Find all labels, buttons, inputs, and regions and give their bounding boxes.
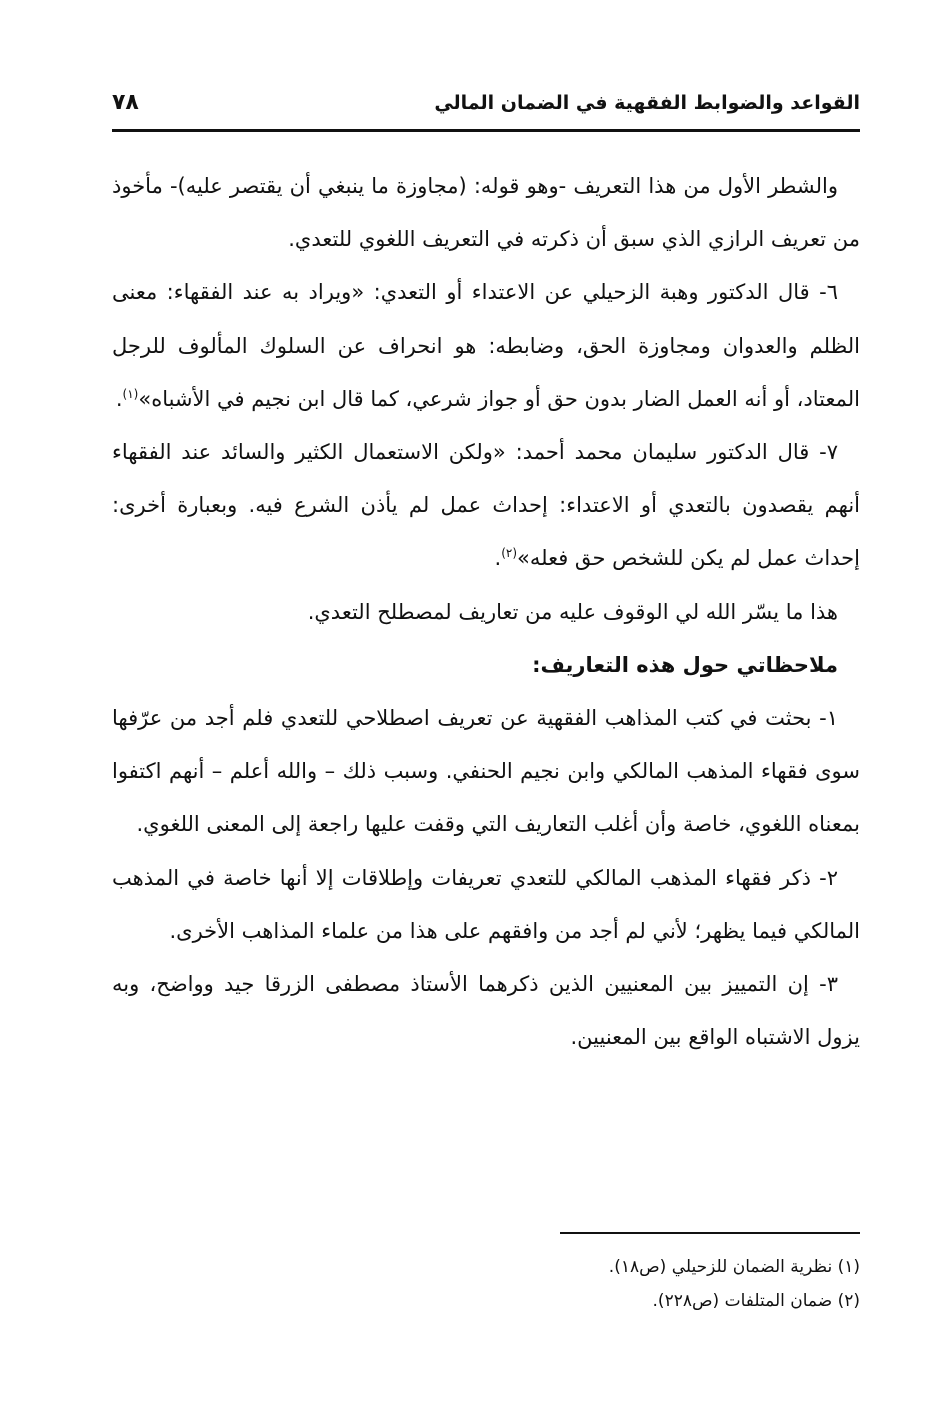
paragraph-text: ٧- قال الدكتور سليمان محمد أحمد: «ولكن الاستعمال الكثير والسائد عند الفقهاء أنهم يقصدون بالتعدي أو الاعتداء: إحداث عمل لم يأذن الشرع فيه. وبعبارة أخرى: إحداث عمل لم يكن للشخص حق فعله» — [112, 440, 860, 571]
paragraph-text: ٦- قال الدكتور وهبة الزحيلي عن الاعتداء أو التعدي: «ويراد به عند الفقهاء: معنى الظلم والعدوان ومجاوزة الحق، وضابطه: هو انحراف عن السلوك المألوف للرجل المعتاد، أو أنه العمل الضار بدون حق أو جواز شرعي، كما قال ابن نجيم في الأشباه» — [112, 280, 860, 411]
running-header-title: القواعد والضوابط الفقهية في الضمان المالي — [434, 92, 860, 114]
header-rule — [112, 129, 860, 132]
paragraph-end: . — [115, 386, 123, 411]
footnote: (٢) ضمان المتلفات (ص٢٢٨). — [652, 1291, 860, 1311]
footnote-separator — [560, 1232, 860, 1234]
paragraph: هذا ما يسّر الله لي الوقوف عليه من تعاريف لمصطلح التعدي. — [307, 599, 838, 624]
footnotes — [112, 1250, 860, 1318]
main-text — [112, 160, 860, 1064]
paragraph — [112, 266, 860, 426]
section-heading: ملاحظاتي حول هذه التعاريف: — [532, 652, 838, 677]
paragraph: ٣- إن التمييز بين المعنيين الذين ذكرهما الأستاذ مصطفى الزرقا جيد وواضح، وبه يزول الاشتباه الواقع بين المعنيين. — [112, 972, 860, 1050]
paragraph: والشطر الأول من هذا التعريف -وهو قوله: (مجاوزة ما ينبغي أن يقتصر عليه)- مأخوذ من تعريف الرازي الذي سبق أن ذكرته في التعريف اللغوي للتعدي. — [112, 174, 860, 252]
footnote-marker: (١) — [122, 386, 139, 401]
paragraph: ٢- ذكر فقهاء المذهب المالكي للتعدي تعريفات وإطلاقات إلا أنها خاصة في المذهب المالكي فيما يظهر؛ لأني لم أجد من وافقهم على هذا من علماء المذاهب الأخرى. — [112, 865, 860, 943]
paragraph — [112, 426, 860, 586]
running-header — [112, 84, 860, 124]
paragraph-end: . — [494, 546, 502, 571]
page-number: ٧٨ — [112, 90, 139, 115]
footnote: (١) نظرية الضمان للزحيلي (ص١٨). — [608, 1257, 860, 1277]
footnote-marker: (٢) — [501, 546, 518, 561]
paragraph: ١- بحثت في كتب المذاهب الفقهية عن تعريف اصطلاحي للتعدي فلم أجد من عرّفها سوى فقهاء المذهب المالكي وابن نجيم الحنفي. وسبب ذلك – والله أعلم – أنهم اكتفوا بمعناه اللغوي، خاصة وأن أغلب التعاريف التي وقفت عليها راجعة إلى المعنى اللغوي. — [112, 706, 860, 837]
